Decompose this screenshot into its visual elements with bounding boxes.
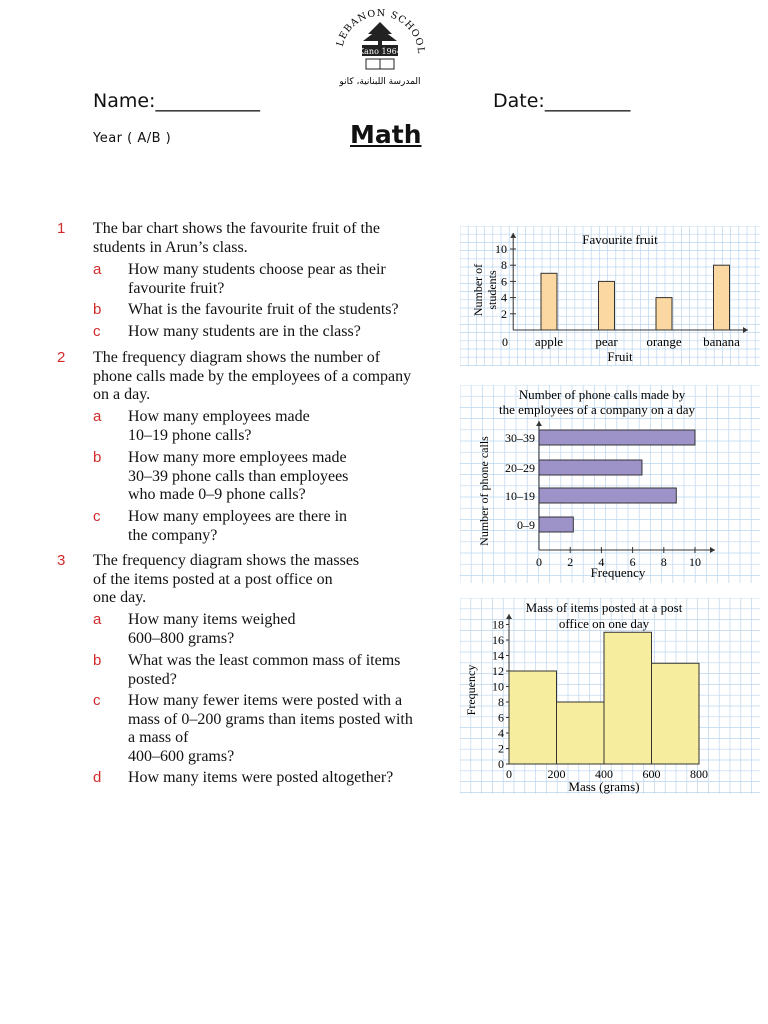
x-tick-label: 200 [547, 767, 566, 781]
x-tick-label: apple [534, 334, 564, 349]
y-tick-label: 8 [501, 258, 507, 273]
date-field[interactable]: Date:_________ [493, 90, 631, 112]
phone-calls-chart [460, 385, 760, 583]
y-tick-label: 0 [502, 335, 508, 349]
y-tick-label: 8 [498, 695, 504, 709]
q2-part-b-letter: b [93, 449, 102, 466]
y-tick-label: 6 [498, 710, 504, 725]
q2-part-c-text: How many employees are there in the company? [128, 508, 348, 544]
y-axis-arrow-icon [536, 421, 542, 426]
year-field: Year ( A/B ) [93, 131, 172, 146]
y-axis-label: Frequency [464, 664, 478, 716]
bar-10–19 [539, 488, 676, 503]
q1-part-a-letter: a [93, 261, 102, 278]
page-title: Math [350, 120, 422, 149]
q2-part-a-text: How many employees made 10–19 phone calls? [128, 408, 310, 444]
x-tick-label: pear [595, 334, 618, 349]
chart-title-line-2: office on one day [558, 616, 650, 631]
bar-orange [656, 298, 672, 330]
x-axis-label: Frequency [590, 565, 646, 580]
chart-title: Favourite fruit [582, 232, 658, 247]
bar-400-600 [604, 632, 652, 764]
bar-banana [714, 265, 730, 330]
x-tick-label: banana [703, 334, 740, 349]
q1-part-a-text: How many students choose pear as their favourite fruit? [128, 261, 386, 297]
q1-part-c-letter: c [93, 323, 101, 340]
q3-part-d-text: How many items were posted altogether? [128, 769, 394, 786]
q3-part-a-letter: a [93, 611, 102, 628]
x-axis-label: Fruit [607, 349, 633, 364]
bar-20–29 [539, 460, 642, 475]
cedar-tree-icon [363, 22, 397, 46]
chart-title-line-2: the employees of a company on a day [498, 402, 696, 417]
y-tick-label: 10 [492, 679, 504, 694]
y-tick-label: 18 [492, 617, 504, 632]
y-tick-label: 10 [495, 242, 507, 256]
question-1-text: The bar chart shows the favourite fruit of the students in Arun’s class. [93, 220, 381, 256]
y-axis-arrow-icon [510, 233, 516, 238]
question-2-number: 2 [57, 349, 66, 366]
name-field[interactable]: Name:___________ [93, 90, 260, 112]
chart-title-line-1: Number of phone calls made by [518, 387, 686, 402]
chart-title-line-1: Mass of items posted at a post [525, 600, 683, 615]
q3-part-c-text: How many fewer items were posted with a mass of 0–200 grams than items posted with a mass of 400–600 grams? [128, 692, 413, 765]
x-tick-label: 4 [598, 555, 605, 569]
bar-apple [541, 273, 557, 330]
q3-part-b-letter: b [93, 652, 102, 669]
y-axis-arrow-icon [506, 614, 512, 619]
y-tick-label: 0–9 [517, 518, 535, 532]
y-tick-label: 4 [498, 726, 504, 740]
x-tick-label: 0 [536, 555, 542, 569]
q3-part-c-letter: c [93, 692, 101, 709]
x-tick-label: 600 [642, 767, 661, 781]
bar-0–9 [539, 517, 573, 532]
q3-part-d-letter: d [93, 769, 102, 786]
logo-middle-text: Kano 1964 [358, 47, 402, 56]
x-tick-label: orange [646, 334, 682, 349]
question-2-text: The frequency diagram shows the number of phone calls made by the employees of a company on a day. [93, 349, 412, 403]
question-3-text: The frequency diagram shows the masses of the items posted at a post office on one day. [93, 552, 360, 606]
x-tick-label: 10 [689, 555, 701, 569]
logo-arabic-text: المدرسة اللبنانية، كانو [339, 77, 421, 87]
y-tick-label: 2 [498, 741, 504, 756]
book-icon [366, 59, 394, 69]
x-axis-arrow-icon [710, 547, 715, 553]
favourite-fruit-chart [460, 226, 760, 366]
y-axis-label: Number ofstudents [471, 263, 499, 317]
x-tick-label: 800 [690, 767, 708, 781]
bar-0-200 [509, 671, 557, 764]
y-axis-label: Number of phone calls [477, 436, 491, 546]
bar-30–39 [539, 430, 695, 445]
y-tick-label: 6 [501, 274, 507, 289]
x-axis-label: Mass (grams) [568, 779, 640, 794]
x-tick-label: 0 [506, 767, 512, 781]
bar-600-800 [652, 663, 700, 764]
question-3-number: 3 [57, 552, 66, 569]
y-tick-label: 2 [501, 306, 507, 321]
question-1-number: 1 [57, 220, 66, 237]
q1-part-b-text: What is the favourite fruit of the students? [128, 301, 399, 318]
y-tick-label: 0 [498, 757, 504, 771]
y-tick-label: 30–39 [505, 431, 535, 445]
bar-200-400 [557, 702, 605, 764]
q3-part-b-text: What was the least common mass of items posted? [128, 652, 401, 688]
q3-part-a-text: How many items weighed 600–800 grams? [128, 611, 296, 647]
y-tick-label: 16 [492, 633, 504, 647]
x-tick-label: 6 [629, 555, 636, 569]
q1-part-b-letter: b [93, 301, 102, 318]
y-tick-label: 14 [492, 648, 504, 663]
school-logo [330, 8, 430, 100]
q1-part-c-text: How many students are in the class? [128, 323, 361, 340]
bar-pear [599, 281, 615, 330]
y-tick-label: 12 [492, 664, 504, 678]
q2-part-a-letter: a [93, 408, 102, 425]
x-tick-label: 8 [660, 555, 667, 569]
q2-part-b-text: How many more employees made 30–39 phone calls than employees who made 0–9 phone calls? [128, 449, 349, 503]
logo-top-text: LEBANON SCHOOL [334, 8, 427, 55]
q2-part-c-letter: c [93, 508, 101, 525]
y-tick-label: 20–29 [505, 461, 535, 475]
mass-of-items-chart [460, 598, 760, 794]
x-tick-label: 400 [595, 767, 613, 781]
y-tick-label: 10–19 [505, 489, 535, 503]
y-tick-label: 4 [501, 290, 507, 305]
x-tick-label: 2 [567, 555, 574, 569]
